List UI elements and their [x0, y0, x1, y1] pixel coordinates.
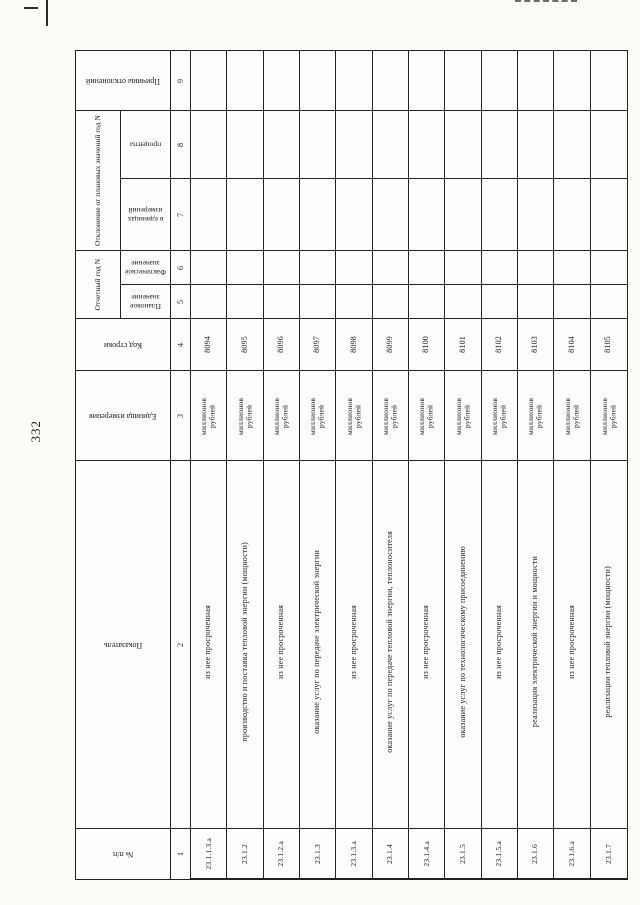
cell-deviation-reason	[227, 51, 263, 111]
cell-deviation-units	[300, 179, 336, 251]
header-group-reporting-year	[76, 251, 121, 319]
cell-row-number: 23.1.6	[518, 829, 554, 879]
cell-measure-unit: миллионов рублей	[518, 371, 554, 461]
cell-deviation-percent	[518, 111, 554, 179]
cell-planned-value	[482, 285, 518, 319]
cell-deviation-percent	[445, 111, 481, 179]
cell-row-number: 23.1.2	[227, 829, 263, 879]
cell-measure-unit: миллионов рублей	[482, 371, 518, 461]
cell-line-code: 8100	[409, 319, 445, 371]
column-digit-5: 5	[171, 285, 191, 319]
cell-actual-value	[336, 251, 372, 285]
cell-measure-unit: миллионов рублей	[264, 371, 300, 461]
cell-row-number: 23.1.1.3.а	[191, 829, 227, 879]
table-row	[191, 51, 227, 879]
cell-deviation-reason	[264, 51, 300, 111]
cell-row-number: 23.1.6.а	[554, 829, 590, 879]
cell-indicator-title: оказание услуг по технологическому присоединению	[445, 461, 481, 829]
header-planned-value	[121, 285, 171, 319]
header-label: № п/п	[112, 850, 134, 859]
cell-row-number: 23.1.2.а	[264, 829, 300, 879]
header-label: Код строки	[103, 340, 143, 350]
cell-line-code: 8099	[373, 319, 409, 371]
cell-deviation-reason	[373, 51, 409, 111]
crop-mark-vertical	[46, 0, 48, 26]
header-measure-unit	[76, 371, 171, 461]
header-label: Фактическое значение	[124, 258, 167, 277]
table-row	[300, 51, 336, 879]
header-indicator	[76, 461, 171, 829]
cell-row-number: 23.1.4	[373, 829, 409, 879]
cell-measure-unit: миллионов рублей	[227, 371, 263, 461]
cell-line-code: 8103	[518, 319, 554, 371]
cell-actual-value	[554, 251, 590, 285]
table-row	[264, 51, 300, 879]
cell-line-code: 8095	[227, 319, 263, 371]
cell-line-code: 8104	[554, 319, 590, 371]
cell-indicator-title: реализация электрической энергии и мощности	[518, 461, 554, 829]
table-header	[76, 51, 191, 879]
cell-deviation-percent	[482, 111, 518, 179]
group-label: Отклонение от плановых значений год N	[93, 115, 103, 246]
cell-row-number: 23.1.3	[300, 829, 336, 879]
column-digit-9: 9	[171, 51, 191, 111]
cell-deviation-reason	[191, 51, 227, 111]
table-row	[373, 51, 409, 879]
cell-deviation-units	[445, 179, 481, 251]
cell-actual-value	[191, 251, 227, 285]
cell-line-code: 8102	[482, 319, 518, 371]
cell-indicator-title: реализации тепловой энергии (мощности)	[591, 461, 627, 829]
cell-deviation-percent	[554, 111, 590, 179]
header-actual-value	[121, 251, 171, 285]
header-group-deviation	[76, 111, 121, 251]
cell-measure-unit: миллионов рублей	[336, 371, 372, 461]
cell-deviation-percent	[191, 111, 227, 179]
cell-deviation-reason	[300, 51, 336, 111]
cell-indicator-title: из нее просроченная	[482, 461, 518, 829]
column-digit-6: 6	[171, 251, 191, 285]
cell-deviation-reason	[518, 51, 554, 111]
column-digit-8: 8	[171, 111, 191, 179]
cell-deviation-reason	[554, 51, 590, 111]
cell-planned-value	[518, 285, 554, 319]
header-line-code	[76, 319, 171, 371]
header-label: Причины отклонений	[86, 76, 160, 86]
column-digit-1: 1	[171, 829, 191, 879]
cell-deviation-units	[482, 179, 518, 251]
column-digit-4: 4	[171, 319, 191, 371]
header-deviation-units	[121, 179, 171, 251]
cell-deviation-percent	[373, 111, 409, 179]
cell-row-number: 23.1.4.а	[409, 829, 445, 879]
cell-planned-value	[264, 285, 300, 319]
cell-indicator-title: производство и поставка тепловой энергии (мощности)	[227, 461, 263, 829]
column-digit-3: 3	[171, 371, 191, 461]
header-label: Плановое значение	[130, 292, 161, 311]
cell-deviation-percent	[409, 111, 445, 179]
cell-deviation-units	[518, 179, 554, 251]
crop-mark-horizontal	[24, 7, 38, 9]
cell-line-code: 8098	[336, 319, 372, 371]
cell-actual-value	[482, 251, 518, 285]
report-table	[75, 50, 628, 880]
cell-planned-value	[409, 285, 445, 319]
cell-measure-unit: миллионов рублей	[191, 371, 227, 461]
cell-indicator-title: из нее просроченная	[191, 461, 227, 829]
cell-row-number: 23.1.3.а	[336, 829, 372, 879]
cell-indicator-title: из нее просроченная	[336, 461, 372, 829]
cell-planned-value	[445, 285, 481, 319]
cell-deviation-reason	[591, 51, 627, 111]
cell-actual-value	[591, 251, 627, 285]
cell-planned-value	[300, 285, 336, 319]
header-row-number	[76, 829, 171, 879]
table-row	[554, 51, 590, 879]
cell-indicator-title: оказание услуг по передаче электрической энергии	[300, 461, 336, 829]
cell-deviation-percent	[336, 111, 372, 179]
table-body	[191, 51, 627, 879]
cell-deviation-units	[373, 179, 409, 251]
cell-planned-value	[591, 285, 627, 319]
cell-deviation-units	[227, 179, 263, 251]
cell-measure-unit: миллионов рублей	[554, 371, 590, 461]
table-row	[227, 51, 263, 879]
cell-planned-value	[554, 285, 590, 319]
table-row	[591, 51, 627, 879]
cell-measure-unit: миллионов рублей	[445, 371, 481, 461]
cell-indicator-title: из нее просроченная	[264, 461, 300, 829]
cell-deviation-reason	[482, 51, 518, 111]
cell-actual-value	[373, 251, 409, 285]
cell-deviation-reason	[336, 51, 372, 111]
header-label: в единицах измерений	[127, 205, 164, 224]
header-percent	[121, 111, 171, 179]
column-digit-2: 2	[171, 461, 191, 829]
crop-mark-dashed	[515, 0, 577, 2]
cell-deviation-percent	[300, 111, 336, 179]
group-label: Отчетный год N	[93, 258, 103, 311]
cell-measure-unit: миллионов рублей	[409, 371, 445, 461]
cell-actual-value	[300, 251, 336, 285]
cell-actual-value	[518, 251, 554, 285]
cell-deviation-reason	[409, 51, 445, 111]
header-label: проценты	[129, 140, 162, 150]
cell-measure-unit: миллионов рублей	[373, 371, 409, 461]
cell-planned-value	[227, 285, 263, 319]
table-row	[336, 51, 372, 879]
cell-deviation-units	[409, 179, 445, 251]
cell-deviation-percent	[227, 111, 263, 179]
column-digit-7: 7	[171, 179, 191, 251]
cell-actual-value	[264, 251, 300, 285]
cell-line-code: 8096	[264, 319, 300, 371]
page-number: 332	[28, 420, 43, 443]
cell-row-number: 23.1.5	[445, 829, 481, 879]
cell-planned-value	[191, 285, 227, 319]
cell-indicator-title: из нее просроченная	[554, 461, 590, 829]
header-reasons	[76, 51, 171, 111]
table-row	[482, 51, 518, 879]
cell-line-code: 8097	[300, 319, 336, 371]
header-label: Показатель	[103, 640, 143, 650]
cell-line-code: 8094	[191, 319, 227, 371]
cell-actual-value	[227, 251, 263, 285]
cell-measure-unit: миллионов рублей	[591, 371, 627, 461]
table-row	[518, 51, 554, 879]
cell-measure-unit: миллионов рублей	[300, 371, 336, 461]
cell-deviation-units	[591, 179, 627, 251]
cell-line-code: 8105	[591, 319, 627, 371]
cell-line-code: 8101	[445, 319, 481, 371]
cell-deviation-units	[191, 179, 227, 251]
table-row	[445, 51, 481, 879]
cell-actual-value	[445, 251, 481, 285]
table-row	[409, 51, 445, 879]
cell-deviation-percent	[264, 111, 300, 179]
cell-planned-value	[373, 285, 409, 319]
cell-row-number: 23.1.5.а	[482, 829, 518, 879]
cell-deviation-units	[264, 179, 300, 251]
cell-row-number: 23.1.7	[591, 829, 627, 879]
cell-deviation-percent	[591, 111, 627, 179]
cell-deviation-reason	[445, 51, 481, 111]
cell-actual-value	[409, 251, 445, 285]
cell-deviation-units	[336, 179, 372, 251]
cell-indicator-title: из нее просроченная	[409, 461, 445, 829]
cell-planned-value	[336, 285, 372, 319]
cell-deviation-units	[554, 179, 590, 251]
header-label: Единица измерения	[89, 411, 157, 421]
cell-indicator-title: оказание услуг по передаче тепловой энергии, теплоносителя	[373, 461, 409, 829]
